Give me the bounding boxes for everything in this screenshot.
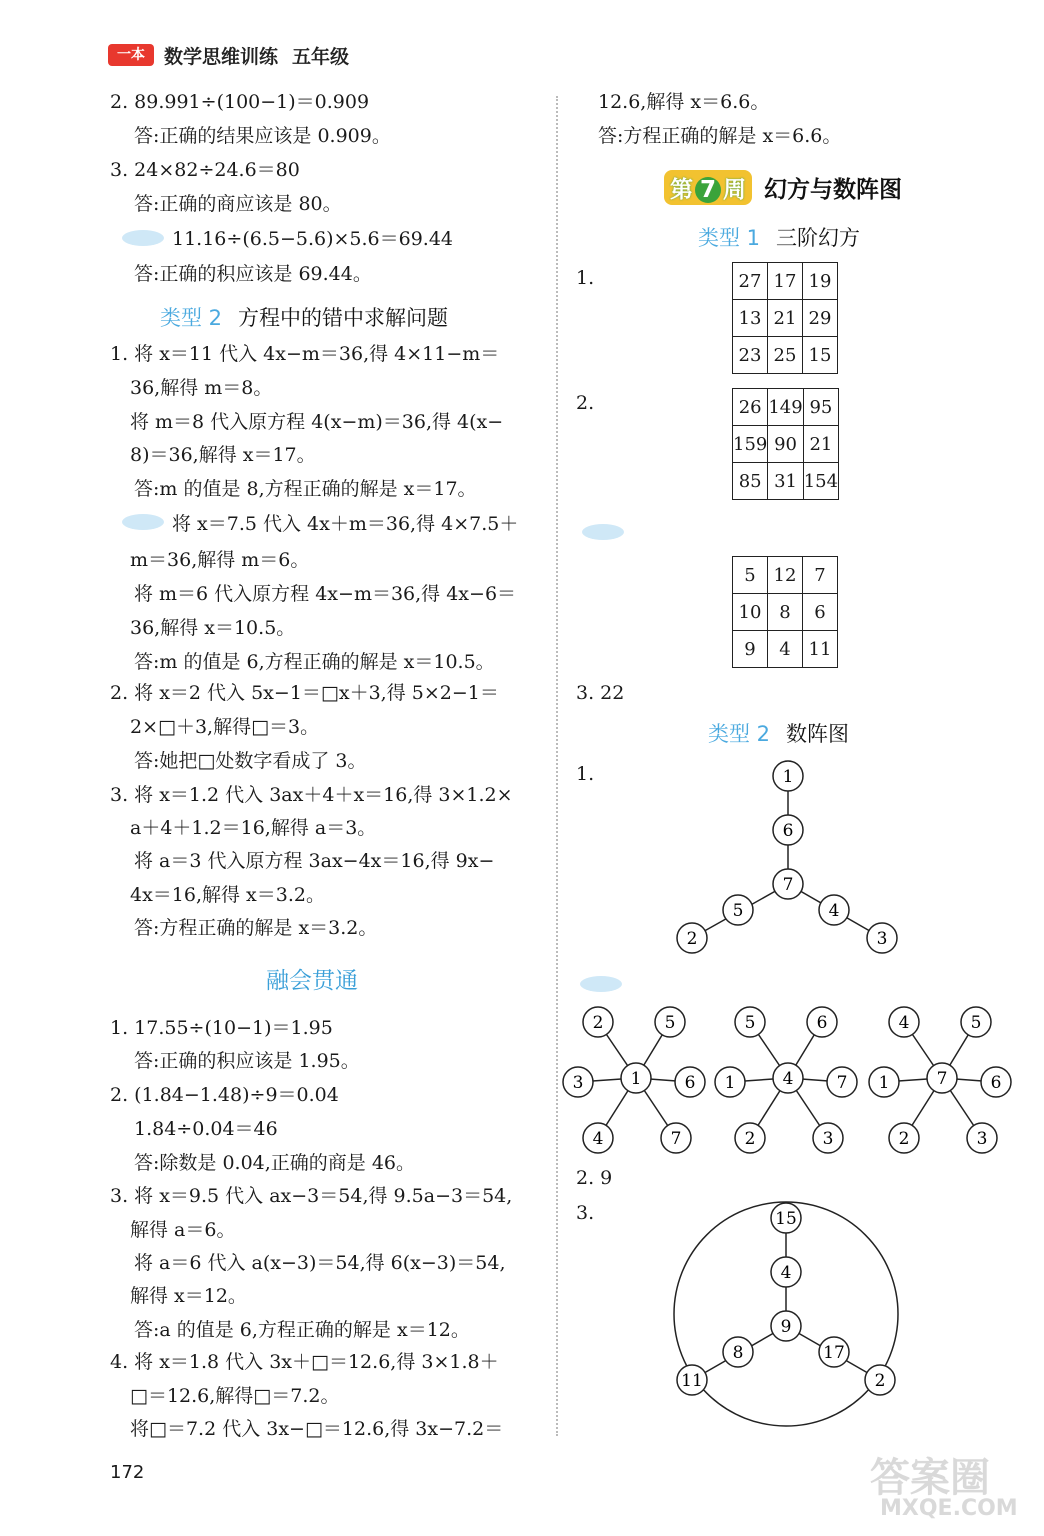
- number-node: [773, 815, 803, 845]
- svg-text:3: 3: [572, 1073, 584, 1093]
- svg-text:9: 9: [780, 1317, 792, 1337]
- left-line: 答:除数是 0.04,正确的商是 46。: [134, 1152, 416, 1174]
- magic-square-3: [732, 556, 838, 668]
- svg-text:4: 4: [828, 901, 840, 921]
- number-node: [735, 1123, 765, 1153]
- number-node: [583, 1123, 613, 1153]
- svg-text:1: 1: [630, 1069, 642, 1089]
- right-line: 12.6,解得 x＝6.6。: [598, 91, 770, 113]
- svg-text:7: 7: [936, 1069, 948, 1089]
- number-node: [675, 1067, 705, 1097]
- svg-text:5: 5: [744, 1013, 756, 1033]
- magic-square-cell: 19: [803, 263, 838, 300]
- magic-square-cell: 10: [733, 594, 768, 631]
- left-line: □＝12.6,解得□＝7.2。: [130, 1385, 340, 1407]
- svg-text:5: 5: [970, 1013, 982, 1033]
- number-node: [723, 1337, 753, 1367]
- svg-text:7: 7: [670, 1129, 682, 1149]
- left-line: 4. 将 x＝1.8 代入 3x＋□＝12.6,得 3×1.8＋: [110, 1351, 499, 1373]
- number-node: [771, 1311, 801, 1341]
- magic-square-cell: 23: [733, 337, 768, 374]
- svg-text:2: 2: [874, 1371, 886, 1391]
- number-node: [735, 1007, 765, 1037]
- magic-square-cell: 8: [768, 594, 803, 631]
- left-line: 1. 17.55÷(10−1)＝1.95: [110, 1017, 333, 1039]
- right-line: 3.: [576, 1202, 595, 1224]
- number-node: [827, 1067, 857, 1097]
- magic-square-cell: 21: [768, 300, 803, 337]
- number-node: [961, 1007, 991, 1037]
- magic-square-cell: 7: [803, 557, 838, 594]
- magic-square-1: [732, 262, 838, 374]
- magic-square-cell: 90: [768, 426, 803, 463]
- svg-text:4: 4: [898, 1013, 910, 1033]
- svg-text:3: 3: [822, 1129, 834, 1149]
- left-line: 11.16÷(6.5−5.6)×5.6＝69.44: [172, 228, 454, 250]
- magic-square-cell: 17: [768, 263, 803, 300]
- left-line: a＋4＋1.2＝16,解得 a＝3。: [130, 817, 377, 839]
- number-node: [677, 923, 707, 953]
- week-badge: 第 7 周: [664, 170, 752, 205]
- right-line: 1.: [576, 763, 595, 785]
- svg-text:1: 1: [878, 1073, 890, 1093]
- left-line: 答:正确的结果应该是 0.909。: [134, 125, 391, 147]
- svg-text:5: 5: [664, 1013, 676, 1033]
- left-line: 答:a 的值是 6,方程正确的解是 x＝12。: [134, 1319, 470, 1341]
- number-node: [869, 1067, 899, 1097]
- left-line: 36,解得 m＝8。: [130, 377, 273, 399]
- magic-square-cell: 159: [733, 426, 768, 463]
- number-node: [677, 1365, 707, 1395]
- magic-square-cell: 25: [768, 337, 803, 374]
- star-diagrams: [560, 1004, 1030, 1164]
- left-line: 解得 x＝12。: [130, 1285, 247, 1307]
- number-node: [813, 1123, 843, 1153]
- book-title: 数学思维训练 五年级: [164, 46, 350, 68]
- number-node: [715, 1067, 745, 1097]
- left-line: 将 x＝7.5 代入 4x＋m＝36,得 4×7.5＋: [172, 513, 519, 535]
- magic-square-cell: 95: [803, 389, 838, 426]
- svg-text:6: 6: [782, 821, 794, 841]
- svg-text:7: 7: [836, 1073, 848, 1093]
- magic-square-cell: 27: [733, 263, 768, 300]
- svg-text:4: 4: [780, 1263, 792, 1283]
- left-line: 解得 a＝6。: [130, 1219, 236, 1241]
- svg-text:4: 4: [782, 1069, 794, 1089]
- magic-square-cell: 26: [733, 389, 768, 426]
- number-node: [771, 1203, 801, 1233]
- svg-text:2: 2: [898, 1129, 910, 1149]
- magic-square-cell: 21: [803, 426, 838, 463]
- heading-type2-right: 类型 2 数阵图: [708, 722, 850, 746]
- number-node: [807, 1007, 837, 1037]
- number-node: [621, 1063, 651, 1093]
- cloud-icon: [120, 228, 166, 248]
- left-line: 36,解得 x＝10.5。: [130, 617, 296, 639]
- left-line: 将□＝7.2 代入 3x−□＝12.6,得 3x−7.2＝: [130, 1418, 504, 1440]
- left-line: 将 m＝8 代入原方程 4(x−m)＝36,得 4(x−: [130, 411, 504, 433]
- magic-square-cell: 29: [803, 300, 838, 337]
- magic-square-cell: 149: [768, 389, 803, 426]
- left-line: 答:m 的值是 6,方程正确的解是 x＝10.5。: [134, 651, 495, 673]
- svg-text:5: 5: [732, 901, 744, 921]
- svg-text:7: 7: [782, 875, 794, 895]
- left-line: 答:正确的积应该是 1.95。: [134, 1050, 360, 1072]
- grade-label: 五年级: [292, 46, 350, 68]
- watermark-logo: 答案圈: [870, 1455, 990, 1501]
- left-line: 2. 89.991÷(100−1)＝0.909: [110, 91, 370, 113]
- number-node: [889, 1123, 919, 1153]
- magic-square-cell: 9: [733, 631, 768, 668]
- left-line: 8)＝36,解得 x＝17。: [130, 444, 316, 466]
- number-node: [819, 895, 849, 925]
- cloud-icon: [580, 522, 626, 542]
- number-node: [819, 1337, 849, 1367]
- circle-diagram: [664, 1196, 914, 1436]
- number-node: [583, 1007, 613, 1037]
- magic-square-cell: 15: [803, 337, 838, 374]
- number-node: [563, 1067, 593, 1097]
- left-line: 2×□＋3,解得□＝3。: [130, 716, 320, 738]
- number-node: [867, 923, 897, 953]
- number-node: [773, 761, 803, 791]
- right-line: 2. 9: [576, 1167, 613, 1189]
- svg-text:17: 17: [823, 1343, 845, 1363]
- cloud-icon: [120, 512, 166, 532]
- svg-text:2: 2: [592, 1013, 604, 1033]
- svg-text:8: 8: [732, 1343, 744, 1363]
- number-node: [967, 1123, 997, 1153]
- left-line: 将 a＝3 代入原方程 3ax−4x＝16,得 9x−: [134, 850, 495, 872]
- magic-square-cell: 11: [803, 631, 838, 668]
- magic-square-2: [732, 388, 839, 500]
- magic-square-cell: 31: [768, 463, 803, 500]
- svg-text:3: 3: [876, 929, 888, 949]
- svg-text:11: 11: [681, 1371, 703, 1391]
- svg-text:15: 15: [775, 1209, 797, 1229]
- svg-text:2: 2: [744, 1129, 756, 1149]
- number-node: [981, 1067, 1011, 1097]
- right-line: 答:方程正确的解是 x＝6.6。: [598, 125, 842, 147]
- left-line: 3. 24×82÷24.6＝80: [110, 159, 300, 181]
- week-title: 第 7 周 幻方与数阵图: [664, 170, 902, 205]
- svg-text:6: 6: [990, 1073, 1002, 1093]
- left-line: 将 m＝6 代入原方程 4x−m＝36,得 4x−6＝: [134, 583, 517, 605]
- left-line: 4x＝16,解得 x＝3.2。: [130, 884, 325, 906]
- left-line: 答:方程正确的解是 x＝3.2。: [134, 917, 378, 939]
- number-node: [661, 1123, 691, 1153]
- right-line: 2.: [576, 392, 595, 414]
- left-line: 1. 将 x＝11 代入 4x−m＝36,得 4×11−m＝: [110, 343, 500, 365]
- watermark-url: MXQE.COM: [880, 1496, 1018, 1521]
- left-line: 1.84÷0.04＝46: [134, 1118, 278, 1140]
- magic-square-cell: 13: [733, 300, 768, 337]
- number-node: [771, 1257, 801, 1287]
- number-node: [773, 869, 803, 899]
- left-line: 2. (1.84−1.48)÷9＝0.04: [110, 1084, 339, 1106]
- heading-type2-left: 类型 2 方程中的错中求解问题: [160, 306, 449, 330]
- left-line: 2. 将 x＝2 代入 5x−1＝□x＋3,得 5×2−1＝: [110, 682, 499, 704]
- magic-square-cell: 85: [733, 463, 768, 500]
- page-number: 172: [110, 1462, 145, 1483]
- magic-square-cell: 4: [768, 631, 803, 668]
- brand-logo: 一本: [108, 44, 154, 66]
- left-line: 答:正确的积应该是 69.44。: [134, 263, 372, 285]
- svg-text:6: 6: [816, 1013, 828, 1033]
- cloud-icon: [578, 974, 624, 994]
- section-ronghui: 融会贯通: [266, 968, 358, 994]
- left-line: m＝36,解得 m＝6。: [130, 549, 310, 571]
- svg-text:2: 2: [686, 929, 698, 949]
- right-line: 1.: [576, 267, 595, 289]
- magic-square-cell: 154: [803, 463, 838, 500]
- column-divider: [556, 96, 558, 1436]
- number-node: [889, 1007, 919, 1037]
- number-node: [655, 1007, 685, 1037]
- number-tree-diagram: [660, 756, 910, 966]
- number-node: [865, 1365, 895, 1395]
- svg-text:6: 6: [684, 1073, 696, 1093]
- heading-type1-right: 类型 1 三阶幻方: [698, 226, 861, 250]
- left-line: 答:她把□处数字看成了 3。: [134, 750, 367, 772]
- magic-square-cell: 5: [733, 557, 768, 594]
- number-node: [723, 895, 753, 925]
- svg-text:4: 4: [592, 1129, 604, 1149]
- number-node: [773, 1063, 803, 1093]
- svg-text:3: 3: [976, 1129, 988, 1149]
- svg-text:1: 1: [782, 767, 794, 787]
- magic-square-cell: 12: [768, 557, 803, 594]
- left-line: 答:m 的值是 8,方程正确的解是 x＝17。: [134, 478, 477, 500]
- left-line: 3. 将 x＝1.2 代入 3ax＋4＋x＝16,得 3×1.2×: [110, 784, 513, 806]
- left-line: 答:正确的商应该是 80。: [134, 193, 342, 215]
- magic-square-cell: 6: [803, 594, 838, 631]
- left-line: 将 a＝6 代入 a(x−3)＝54,得 6(x−3)＝54,: [134, 1252, 506, 1274]
- number-node: [927, 1063, 957, 1093]
- svg-text:1: 1: [724, 1073, 736, 1093]
- left-line: 3. 将 x＝9.5 代入 ax−3＝54,得 9.5a−3＝54,: [110, 1185, 513, 1207]
- right-line: 3. 22: [576, 682, 625, 704]
